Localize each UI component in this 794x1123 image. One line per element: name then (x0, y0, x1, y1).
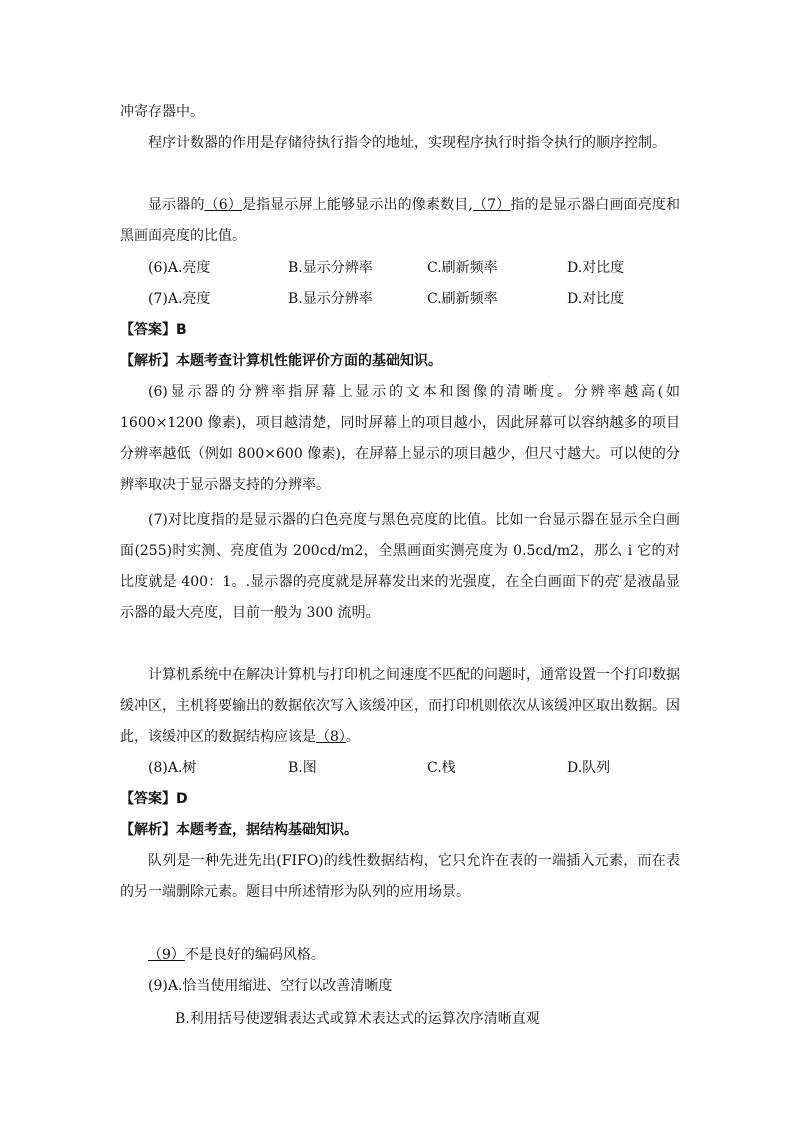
q9-stem-text: 不是良好的编码风格。 (184, 947, 325, 963)
q8-stem-end: 。 (345, 729, 360, 745)
q9-option-a: (9)A.恰当使用缩进、空行以改善清晰度 (148, 978, 393, 994)
q6-analysis-p1 (120, 377, 680, 501)
blank-7: （7） (472, 197, 511, 213)
q6-option-a: (6)A.亮度 (148, 260, 211, 276)
q8-analysis-title: 【解析】本题考查，据结构基础知识。 (120, 822, 358, 838)
q8-option-b: B.图 (288, 760, 317, 776)
q6-answer: 【答案】B (120, 322, 187, 338)
q8-answer: 【答案】D (120, 791, 188, 807)
blank-8: （8） (316, 729, 346, 745)
q6-stem (120, 190, 680, 252)
q6-stem-b: 是指显示屏上能够显示出的像素数目, (241, 197, 473, 213)
q6-option-c: C.刷新频率 (427, 260, 498, 276)
q8-option-c: C.栈 (427, 760, 456, 776)
q8-stem (120, 660, 680, 753)
q5-tail-line1: 冲寄存器中。 (120, 104, 204, 120)
q6-option-b: B.显示分辨率 (288, 260, 373, 276)
q5-tail-line2: 程序计数器的作用是存储待执行指令的地址，实现程序执行时指令执行的顺序控制。 (148, 135, 666, 151)
q8-stem-text: 计算机系统中在解决计算机与打印机之间速度不匹配的问题时，通常设置一个打印数据缓冲区，主机将要输出的数据依次写入该缓冲区，而打印机则依次从该缓冲区取出数据。因此，该缓冲区的数据结构应该是 (120, 667, 680, 745)
q9-stem (148, 945, 325, 965)
q7-option-d: D.对比度 (567, 291, 625, 307)
q8-analysis-p1 (120, 846, 680, 908)
q7-option-c: C.刷新频率 (427, 291, 498, 307)
q7-option-a: (7)A.亮度 (148, 291, 211, 307)
q6-analysis-title: 【解析】本题考查计算机性能评价方面的基础知识。 (120, 353, 442, 369)
q8-analysis-p1-text: 队列是一种先进先出(FIFO)的线性数据结构，它只允许在表的一端插入元素，而在表的另一端删除元素。题目中所述情形为队列的应用场景。 (120, 853, 680, 900)
q8-option-d: D.队列 (567, 760, 611, 776)
q6-stem-c: 指的是显示器白画面亮度和黑画面亮度的比值。 (120, 197, 680, 244)
q7-option-b: B.显示分辨率 (288, 291, 373, 307)
q6-stem-a: 显示器的 (148, 197, 205, 213)
q6-analysis-p2 (120, 505, 680, 629)
q8-option-a: (8)A.树 (148, 760, 197, 776)
q6-option-d: D.对比度 (567, 260, 625, 276)
q6-analysis-p2-text: (7)对比度指的是显示器的白色亮度与黑色亮度的比值。比如一台显示器在显示全白画面(255)时实测、亮度值为 200cd/m2，全黑画面实测亮度为 0.5cd/m2，那么 i 它的对比度就是 400：1。.显示器的亮度就是屏幕发出来的光强度，在全白画面下的亮 ̈是液晶显示器的最大亮度，目前一般为 300 流明。 (120, 512, 680, 621)
blank-9: （9） (148, 947, 185, 963)
q6-analysis-p1-text: (6)显示器的分辨率指屏幕上显示的文本和图像的清晰度。分辨率越高(如 1600×1200 像素)，项目越清楚，同时屏幕上的项目越小，因此屏幕可以容纳越多的项目分辨率越低（例如 800×600 像素)，在屏幕上显示的项目越少，但尺寸越大。可以使的分辨率取决于显示器支持的分辨率。 (120, 384, 680, 493)
q9-option-b: B.利用括号使逻辑表达式或算术表达式的运算次序清晰直观 (175, 1011, 540, 1027)
blank-6: （6） (204, 197, 242, 213)
